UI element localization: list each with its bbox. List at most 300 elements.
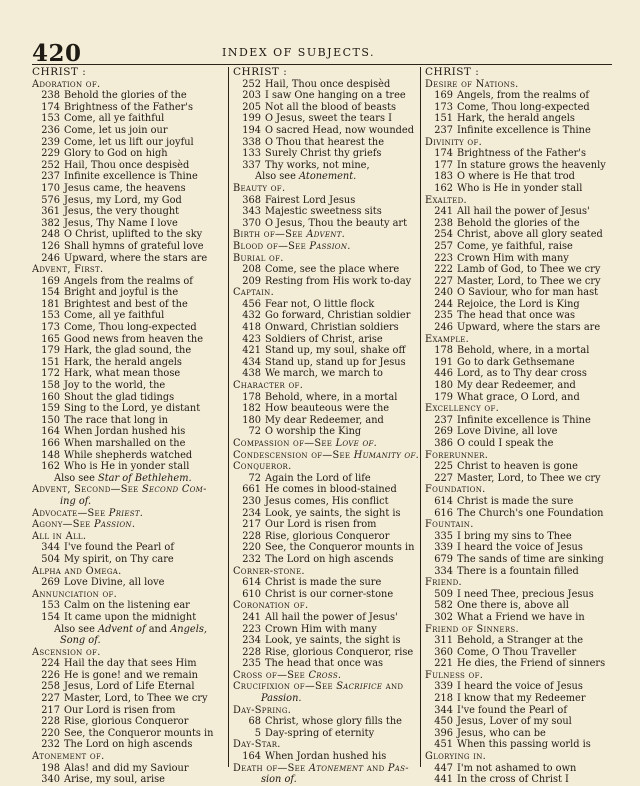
hymn-first-line: Surely Christ thy griefs [265,148,382,160]
hymn-entry [425,310,617,322]
subject-heading [32,647,226,659]
hymn-first-line: Soldiers of Christ, arise [265,333,383,345]
hymn-entry [233,206,423,218]
hymn-first-line: Who is He in yonder stall [457,182,583,194]
hymn-entry [32,554,226,566]
hymn-entry [425,438,617,450]
heading-text: Glorying in. [425,751,487,763]
reference-prefix: —See [62,519,94,531]
subject-heading [32,566,226,578]
hymn-entry [425,774,617,786]
hymn-entry [32,658,226,670]
heading-text: Compassion of [233,438,305,449]
hymn-entry [32,229,226,241]
reference-target: Priest. [108,507,144,519]
header-rule [32,64,612,65]
hymn-number: 151 [434,113,453,125]
heading-text: Example. [425,333,470,345]
subject-heading [233,183,423,195]
hymn-first-line: Go forward, Christian soldier [265,310,411,322]
subject-heading [32,519,226,531]
hymn-entry [425,253,617,265]
hymn-entry [32,600,226,612]
hymn-entry [425,531,617,543]
hymn-first-line: The sands of time are sinking [457,553,604,565]
hymn-number: 434 [242,356,261,368]
hymn-first-line: Rise, glorious Conqueror, rise [265,646,414,658]
hymn-first-line: Christ, whose glory fills the [265,716,402,728]
hymn-first-line: Rejoice, the Lord is King [457,298,580,310]
page-title: INDEX OF SUBJECTS. [222,46,376,59]
heading-text: Desire of Nations. [425,78,519,90]
hymn-number: 418 [242,322,261,334]
hymn-number: 269 [434,426,453,438]
hymn-entry [32,125,226,137]
reference-joiner: and [382,681,404,693]
hymn-entry [32,171,226,183]
hymn-first-line: Our Lord is risen from [265,519,377,531]
heading-text: Condescension of [233,449,323,461]
hymn-first-line: I'm not ashamed to own [457,762,577,774]
hymn-number: 252 [41,159,60,171]
hymn-first-line: Jesus comes, His conflict [265,495,389,507]
hymn-number: 72 [248,426,261,438]
hymn-first-line: Calm on the listening ear [64,600,190,612]
hymn-number: 217 [41,704,60,716]
hymn-first-line: Christ is our corner-stone [265,588,394,600]
hymn-number: 162 [434,182,453,194]
subject-heading [32,264,226,276]
hymn-number: 614 [242,577,261,589]
reference-target: Pas- [387,762,409,774]
subject-heading [425,484,617,496]
hymn-first-line: Look, ye saints, the sight is [265,507,401,519]
hymn-number: 386 [434,438,453,449]
hymn-entry [32,763,226,775]
hymn-first-line: Hark, what mean those [64,368,181,380]
hymn-entry [32,322,226,334]
hymn-first-line: Joy to the world, the [64,380,166,392]
hymn-entry [32,426,226,438]
hymn-entry [425,276,617,288]
hymn-first-line: He comes in blood-stained [265,484,397,496]
hymn-entry [425,763,617,775]
hymn-first-line: Angels, from the realms of [457,90,590,102]
hymn-number: 339 [434,681,453,693]
reference-prefix: —See [275,229,307,241]
hymn-entry [233,310,423,322]
hymn-first-line: Crown Him with many [265,623,377,635]
hymn-first-line: O Thou that hearest the [265,136,385,148]
hymn-first-line: O sacred Head, now wounded [265,124,415,136]
hymn-number: 166 [41,438,60,449]
hymn-entry [233,195,423,207]
hymn-first-line: Master, Lord, to Thee we cry [457,472,601,484]
hymn-number: 360 [434,646,453,658]
hymn-number: 423 [242,333,261,345]
hymn-first-line: Behold, a Stranger at the [457,635,584,647]
hymn-number: 610 [242,588,261,600]
hymn-entry [32,392,226,404]
heading-text: Agony [32,519,63,531]
hymn-first-line: Behold, where, in a mortal [265,391,398,403]
hymn-entry [32,728,226,740]
hymn-number: 174 [41,101,60,113]
hymn-first-line: Day-spring of eternity [265,727,375,739]
hymn-first-line: Lord, as to Thy dear cross [457,368,587,380]
hymn-entry [425,125,617,137]
hymn-first-line: Infinite excellence is Thine [457,414,591,426]
hymn-entry [425,415,617,427]
hymn-entry [233,635,423,647]
cross-reference [32,473,226,485]
hymn-first-line: Jesus, Lord of Life Eternal [64,681,195,693]
hymn-number: 236 [41,124,60,136]
hymn-entry [425,681,617,693]
hymn-entry [233,218,423,230]
hymn-first-line: Hail the day that sees Him [64,658,197,670]
reference-target: Passion. [309,240,351,252]
hymn-first-line: O Jesus, Thou the beauty art [265,217,408,229]
hymn-entry [425,287,617,299]
hymn-number: 661 [242,484,261,496]
hymn-entry [32,102,226,114]
hymn-first-line: The Lord on high ascends [265,553,394,565]
hymn-entry [32,693,226,705]
hymn-entry [233,647,423,659]
hymn-entry [233,264,423,276]
hymn-entry [233,368,423,380]
hymn-entry [233,125,423,137]
heading-text: Ascension of. [32,646,101,658]
hymn-number: 183 [434,171,453,183]
subject-heading [233,739,423,751]
reference-target: Humanity of. [353,449,420,461]
hymn-first-line: Upward, where the stars are [64,252,208,264]
hymn-entry [233,484,423,496]
heading-text: Fulness of. [425,669,484,681]
hymn-number: 180 [434,380,453,392]
hymn-entry [425,357,617,369]
hymn-number: 182 [242,403,261,415]
hymn-first-line: When Jordan hushed his [64,426,186,438]
hymn-entry [425,368,617,380]
heading-text: CHRIST : [32,66,87,78]
hymn-number: 441 [434,774,453,786]
hymn-entry [425,461,617,473]
hymn-entry [233,542,423,554]
hymn-first-line: My dear Redeemer, and [457,380,576,392]
hymn-first-line: O could I speak the [457,438,554,449]
hymn-number: 576 [41,194,60,206]
hymn-entry [233,79,423,91]
hymn-first-line: Hail, Thou once despisèd [265,78,391,90]
hymn-number: 421 [242,345,261,357]
hymn-first-line: There is a fountain filled [457,565,579,577]
hymn-number: 504 [41,553,60,565]
hymn-entry [32,577,226,589]
hymn-entry [425,612,617,624]
subject-heading [32,531,226,543]
reference-target: Atonement. [299,171,357,183]
subject-heading [233,380,423,392]
hymn-number: 228 [242,530,261,542]
hymn-first-line: In the cross of Christ I [457,774,569,786]
hymn-entry [425,229,617,241]
hymn-entry [425,566,617,578]
hymn-number: 238 [41,90,60,102]
hymn-number: 222 [434,264,453,276]
hymn-number: 220 [242,542,261,554]
hymn-number: 172 [41,368,60,380]
hymn-first-line: O Christ, uplifted to the sky [64,229,203,241]
heading-text: Forerunner. [425,449,489,461]
hymn-entry [425,554,617,566]
hymn-entry [425,90,617,102]
hymn-first-line: Glory to God on high [64,148,168,160]
hymn-first-line: Christ is made the sure [265,577,382,589]
hymn-number: 447 [434,762,453,774]
hymn-number: 153 [41,600,60,612]
hymn-first-line: See, the Conqueror mounts in [265,542,415,554]
hymn-number: 158 [41,380,60,392]
heading-text: Also see [54,472,98,484]
hymn-first-line: Stand up, stand up for Jesus [265,356,406,368]
hymn-first-line: Master, Lord, to Thee we cry [64,693,208,705]
subject-heading [233,450,423,462]
hymn-first-line: Not all the blood of beasts [265,101,397,113]
hymn-entry [233,160,423,172]
hymn-entry [32,160,226,172]
hymn-entry [425,426,617,438]
heading-text: Friend of Sinners. [425,623,519,635]
hymn-first-line: The Lord on high ascends [64,739,193,751]
hymn-first-line: Alas! and did my Saviour [64,762,189,774]
heading-text: Beauty of. [233,182,286,194]
hymn-entry [233,554,423,566]
hymn-first-line: I need Thee, precious Jesus [457,588,594,600]
heading-text: Conqueror. [233,461,292,473]
subject-heading [425,670,617,682]
hymn-number: 244 [434,298,453,310]
hymn-entry [233,589,423,601]
subject-heading [233,253,423,265]
hymn-entry [233,345,423,357]
reference-prefix: —See [77,507,109,519]
hymn-number: 173 [434,101,453,113]
hymn-number: 450 [434,716,453,728]
hymn-number: 153 [41,113,60,125]
hymn-entry [32,287,226,299]
hymn-entry [233,496,423,508]
hymn-first-line: It came upon the midnight [64,611,197,623]
hymn-first-line: Our Lord is risen from [64,704,176,716]
hymn-first-line: Behold, where, in a mortal [457,345,590,357]
hymn-entry [32,380,226,392]
hymn-entry [233,751,423,763]
reference-prefix: —See [110,484,142,496]
hymn-first-line: Jesus came, the heavens [64,182,186,194]
subject-heading [233,670,423,682]
hymn-number: 178 [242,391,261,403]
cross-reference [32,624,226,636]
hymn-first-line: Onward, Christian soldiers [265,322,399,334]
hymn-first-line: Behold the glories of the [64,90,187,102]
heading-text: Burial of. [233,252,284,264]
hymn-number: 616 [434,507,453,519]
hymn-number: 339 [434,542,453,554]
hymn-entry [233,148,423,160]
hymn-entry [32,705,226,717]
hymn-entry [425,647,617,659]
hymn-number: 164 [242,751,261,763]
hymn-number: 254 [434,229,453,241]
hymn-number: 370 [242,217,261,229]
heading-text: Adoration of. [32,78,101,90]
hymn-number: 246 [41,252,60,264]
hymn-entry [233,612,423,624]
hymn-entry [32,241,226,253]
hymn-number: 302 [434,611,453,623]
hymn-entry [425,392,617,404]
hymn-first-line: Christ is made the sure [457,495,574,507]
hymn-number: 227 [434,472,453,484]
reference-prefix: —See [278,240,310,252]
hymn-first-line: He dies, the Friend of sinners [457,658,606,670]
subject-heading [32,79,226,91]
hymn-number: 154 [41,611,60,623]
hymn-first-line: I've found the Pearl of [64,542,174,554]
hymn-entry [32,113,226,125]
heading-text: Cross of [233,669,278,681]
heading-text: Character of. [233,380,304,392]
hymn-entry [32,218,226,230]
section-heading [425,67,617,79]
heading-text: CHRIST : [233,66,288,78]
subject-heading [425,624,617,636]
reference-prefix: —See [304,438,336,449]
hymn-first-line: Sing to the Lord, ye distant [64,403,201,415]
hymn-number: 509 [434,588,453,600]
hymn-number: 344 [434,704,453,716]
hymn-number: 203 [242,90,261,102]
page-header [32,40,612,66]
hymn-first-line: Jesus, the very thought [64,206,180,218]
hymn-first-line: Hail, Thou once despisèd [64,159,190,171]
hymn-first-line: What grace, O Lord, and [457,391,580,403]
reference-target: Angels, [170,623,207,635]
hymn-number: 240 [434,287,453,299]
heading-text: Advent, Second [32,484,111,496]
hymn-number: 177 [434,159,453,171]
heading-text: Captain. [233,287,275,299]
hymn-entry [233,531,423,543]
subject-heading [233,241,423,253]
hymn-entry [233,624,423,636]
hymn-entry [425,183,617,195]
hymn-number: 224 [41,658,60,670]
hymn-number: 181 [41,298,60,310]
hymn-entry [425,542,617,554]
hymn-entry [425,113,617,125]
hymn-first-line: Come, Thou long-expected [64,322,197,334]
hymn-number: 396 [434,727,453,739]
hymn-entry [32,716,226,728]
hymn-first-line: Bright and joyful is the [64,287,179,299]
hymn-first-line: When marshalled on the [64,438,186,449]
hymn-first-line: Love Divine, all love [457,426,558,438]
hymn-first-line: O Jesus, sweet the tears I [265,113,392,125]
hymn-entry [425,241,617,253]
hymn-entry [425,658,617,670]
hymn-first-line: Upward, where the stars are [457,322,601,334]
subject-heading [32,484,226,496]
hymn-entry [425,693,617,705]
hymn-first-line: Jesus, my Lord, my God [64,194,182,206]
hymn-entry [32,438,226,450]
hymn-number: 209 [242,275,261,287]
index-column-1 [32,66,226,786]
heading-text: Birth of [233,229,275,241]
heading-text: Crucifixion of [233,681,305,693]
hymn-number: 235 [242,658,261,670]
hymn-first-line: Love Divine, all love [64,577,165,589]
hymn-number: 226 [41,669,60,681]
hymn-entry [32,310,226,322]
hymn-first-line: The head that once was [457,310,576,322]
hymn-entry [233,658,423,670]
hymn-first-line: Rise, glorious Conqueror [265,530,390,542]
heading-text: Atonement of. [32,751,105,763]
subject-heading [233,600,423,612]
subject-heading [32,589,226,601]
hymn-first-line: Stand up, my soul, shake off [265,345,406,357]
hymn-first-line: Christ to heaven is gone [457,461,578,473]
hymn-number: 5 [254,727,261,739]
hymn-first-line: Master, Lord, to Thee we cry [457,275,601,287]
hymn-entry [32,334,226,346]
hymn-entry [32,368,226,380]
hymn-first-line: When this passing world is [457,739,591,751]
subject-heading [425,751,617,763]
hymn-entry [233,716,423,728]
cross-reference [233,774,423,786]
hymn-number: 235 [434,310,453,322]
hymn-number: 382 [41,217,60,229]
hymn-first-line: Who is He in yonder stall [64,461,190,473]
hymn-number: 227 [434,275,453,287]
hymn-entry [233,322,423,334]
hymn-first-line: Come, let us lift our joyful [64,136,194,148]
heading-text: Foundation. [425,484,486,496]
hymn-first-line: Angels from the realms of [64,275,193,287]
hymn-entry [233,426,423,438]
hymn-entry [32,461,226,473]
hymn-number: 338 [242,136,261,148]
subject-heading [233,763,423,775]
reference-target: Cross. [308,669,342,681]
heading-text: Also see [255,171,299,183]
hymn-number: 234 [242,635,261,647]
heading-text: Blood of [233,240,279,252]
hymn-entry [32,276,226,288]
hymn-first-line: Brightest and best of the [64,298,188,310]
hymn-number: 199 [242,113,261,125]
hymn-entry [425,345,617,357]
section-heading [233,67,423,79]
heading-text: Coronation of. [233,600,309,612]
subject-heading [32,751,226,763]
